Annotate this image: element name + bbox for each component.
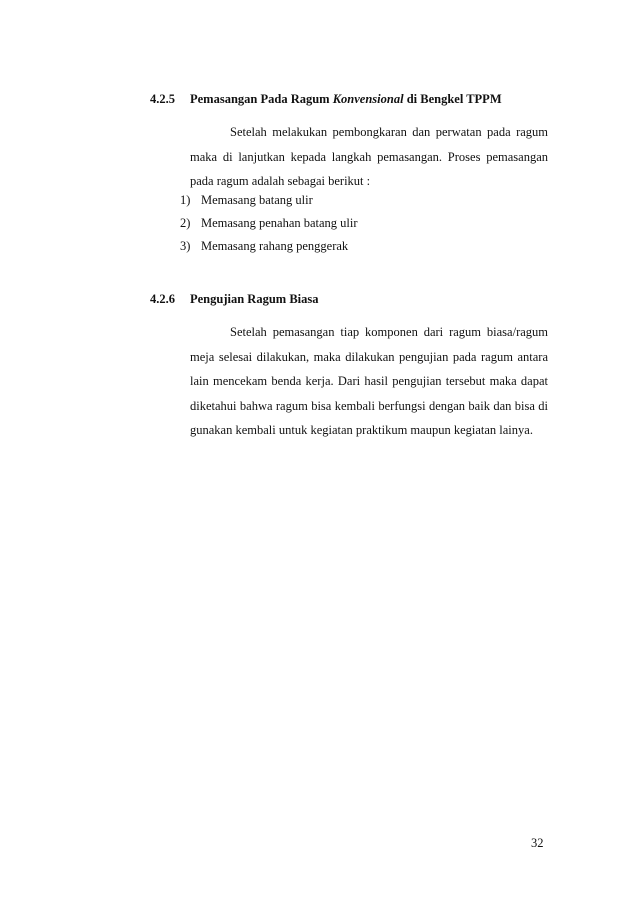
section-title: Pengujian Ragum Biasa <box>190 292 319 306</box>
list-item-number: 3) <box>180 239 191 253</box>
section-title-part: Pemasangan Pada Ragum <box>190 92 333 106</box>
list-item-number: 1) <box>180 193 191 207</box>
list-item-text: Memasang rahang penggerak <box>201 239 349 253</box>
list-item <box>180 212 550 235</box>
list-item <box>180 189 550 212</box>
page-number: 32 <box>531 836 544 850</box>
section-heading-4-2-5 <box>150 92 502 107</box>
section-number: 4.2.5 <box>150 92 175 106</box>
section-title-part: di Bengkel TPPM <box>403 92 502 106</box>
section-paragraph: Setelah melakukan pembongkaran dan perwatan pada ragum maka di lanjutkan kepada langkah pemasangan. Proses pemasangan pada ragum adalah sebagai berikut : <box>190 125 548 188</box>
section-title-italic: Konvensional <box>332 92 404 106</box>
installation-steps-list <box>180 189 550 258</box>
section-paragraph: Setelah pemasangan tiap komponen dari ragum biasa/ragum meja selesai dilakukan, maka dilakukan pengujian pada ragum antara lain mencekam benda kerja. Dari hasil pengujian tersebut maka dapat diketahui bahwa ragum bisa kembali berfungsi dengan baik dan bisa di gunakan kembali untuk kegiatan praktikum maupun kegiatan lainya. <box>190 325 548 437</box>
list-item-text: Memasang penahan batang ulir <box>201 216 358 230</box>
list-item-text: Memasang batang ulir <box>201 193 313 207</box>
list-item-number: 2) <box>180 216 191 230</box>
section-heading-4-2-6 <box>150 292 319 307</box>
list-item <box>180 235 550 258</box>
section-number: 4.2.6 <box>150 292 175 306</box>
